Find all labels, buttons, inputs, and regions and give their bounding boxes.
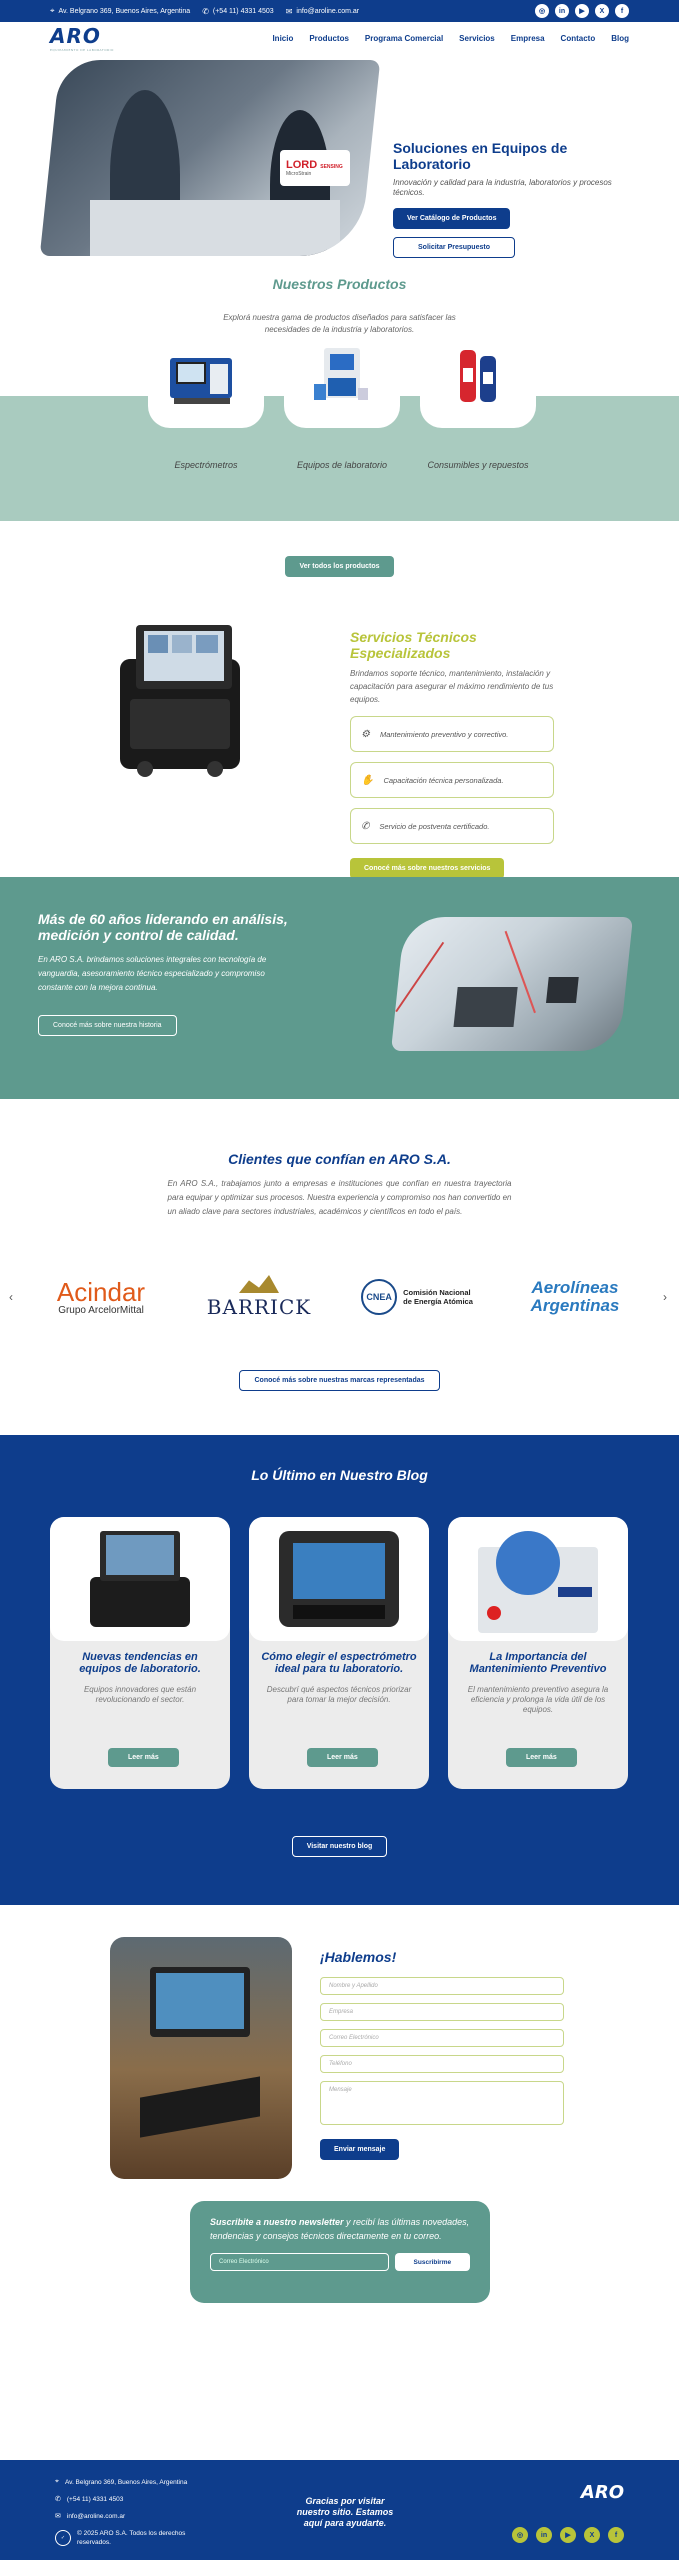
linkedin-icon[interactable]: in (536, 2527, 552, 2543)
mail-icon: ✉ (55, 2513, 61, 2520)
portable-case-image (100, 619, 260, 789)
footer-address: Av. Belgrano 369, Buenos Aires, Argentina (64, 2478, 188, 2486)
nav-item-servicios[interactable]: Servicios (459, 33, 495, 43)
topbar-address (50, 6, 190, 16)
service-item-label: Capacitación técnica personalizada. (383, 775, 504, 785)
blog-title: Lo Último en Nuestro Blog (251, 1467, 428, 1483)
brands-cta-row (0, 1369, 679, 1391)
blog-post-title[interactable]: Nuevas tendencias en equipos de laboratorio. (79, 1651, 201, 1675)
footer (0, 2460, 679, 2560)
x-icon[interactable]: X (595, 4, 609, 18)
certification-badge-icon: ✓ (55, 2530, 71, 2546)
handshake-icon: ✋ (361, 774, 374, 786)
mail-icon: ✉ (285, 6, 293, 16)
footer-tagline: Gracias por visitar nuestro sitio. Estamos aquí para ayudarte. (296, 2496, 394, 2528)
top-contact-bar (0, 0, 679, 22)
blog-section (0, 1435, 679, 1905)
contact-photo (110, 1937, 292, 2179)
service-item-label: Mantenimiento preventivo y correctivo. (379, 729, 509, 739)
name-field[interactable]: Nombre y Apellido (320, 1977, 564, 1995)
footer-contacts (55, 2478, 187, 2547)
blog-card (448, 1517, 628, 1789)
message-field[interactable]: Mensaje (320, 2081, 564, 2125)
send-message-button[interactable]: Enviar mensaje (320, 2139, 399, 2160)
footer-phone[interactable]: (+54 11) 4331 4503 (66, 2495, 124, 2503)
services-description: Brindamos soporte técnico, mantenimiento, instalación y capacitación para asegurar el máximo rendimiento de tus equipos. (350, 669, 554, 704)
visit-blog-button[interactable]: Visitar nuestro blog (292, 1836, 388, 1857)
barrick-mark-icon (239, 1275, 279, 1293)
blog-post-title[interactable]: Cómo elegir el espectrómetro ideal para tu laboratorio. (261, 1651, 417, 1675)
all-products-button[interactable]: Ver todos los productos (285, 556, 393, 577)
brands-button[interactable]: Conocé más sobre nuestras marcas representadas (239, 1370, 439, 1391)
product-labels (138, 460, 546, 470)
hero-subtitle: Innovación y calidad para la industria, laboratorios y procesos técnicos. (393, 178, 612, 197)
footer-logo[interactable]: ARO (580, 2482, 624, 2503)
clients-section (0, 1099, 679, 1435)
service-item-label: Servicio de postventa certificado. (379, 821, 490, 831)
blog-image-case (50, 1517, 230, 1641)
products-section (0, 274, 679, 521)
services-title: Servicios Técnicos Especializados (350, 629, 477, 661)
catalog-button[interactable]: Ver Catálogo de Productos (393, 208, 510, 229)
lord-brand-suffix: SENSING (320, 164, 343, 170)
product-label-consumables[interactable]: Consumibles y repuestos (427, 460, 529, 470)
consumables-image (438, 344, 518, 414)
history-title: Más de 60 años liderando en análisis, medición y control de calidad. (38, 911, 288, 943)
hero-title: Soluciones en Equipos de Laboratorio (393, 140, 568, 172)
x-icon[interactable]: X (584, 2527, 600, 2543)
blog-card (249, 1517, 429, 1789)
carousel-prev-icon[interactable]: ‹ (9, 1290, 13, 1304)
client-logos-carousel (0, 1269, 679, 1325)
blog-post-title[interactable]: La Importancia del Mantenimiento Preventivo (469, 1651, 607, 1675)
lord-brand: LORD (286, 159, 318, 171)
phone-icon: ✆ (55, 2496, 61, 2503)
newsletter-email-input[interactable]: Correo Electrónico (210, 2253, 389, 2271)
topbar-socials (529, 4, 629, 18)
phone-field[interactable]: Teléfono (320, 2055, 564, 2073)
blog-cards (50, 1517, 647, 1789)
logo-text[interactable]: ARO (50, 24, 101, 48)
acindar-name: Acindar (56, 1276, 146, 1307)
topbar-email-text[interactable]: info@aroline.com.ar (296, 7, 360, 15)
nav-item-inicio[interactable]: Inicio (272, 33, 294, 43)
service-item-postsale (350, 808, 554, 844)
quote-button[interactable]: Solicitar Presupuesto (393, 237, 515, 258)
logo-tagline: EQUIPAMIENTO DE LABORATORIO (50, 48, 114, 52)
read-more-button[interactable]: Leer más (506, 1748, 577, 1767)
lord-sub: MicroStrain (286, 171, 312, 177)
lab-workspace-photo (391, 917, 633, 1051)
product-card-spectrometers[interactable] (148, 354, 264, 428)
aro-logo[interactable] (50, 24, 114, 52)
logo-aerolineas (496, 1279, 654, 1315)
footer-copyright-2: reservados. (77, 2539, 111, 2546)
history-description: En ARO S.A. brindamos soluciones integrales con tecnología de vanguardia, asesoramiento técnico especializado y compromiso constante con la mejora continua. (38, 955, 267, 992)
company-field[interactable]: Empresa (320, 2003, 564, 2021)
contact-form (320, 1949, 564, 2160)
blog-image-spectrometer (249, 1517, 429, 1641)
newsletter-text (210, 2215, 470, 2243)
logo-acindar (22, 1276, 180, 1316)
aerolineas-text-2: Argentinas (530, 1296, 620, 1315)
cnea-text-2: de Energía Atómica (403, 1297, 473, 1306)
cnea-emblem-icon: CNEA (361, 1279, 397, 1315)
blog-cta-row (0, 1835, 679, 1857)
blog-post-excerpt: El mantenimiento preventivo asegura la eficiencia y prolonga la vida útil de los equipos. (467, 1685, 609, 1714)
services-button[interactable]: Conocé más sobre nuestros servicios (350, 858, 504, 879)
product-card-consumables[interactable] (420, 354, 536, 428)
products-cta-row (0, 521, 679, 577)
services-section (0, 577, 679, 877)
blog-post-excerpt: Equipos innovadores que están revolucionando el sector. (83, 1685, 197, 1704)
youtube-icon[interactable]: ▶ (560, 2527, 576, 2543)
email-field[interactable]: Correo Electrónico (320, 2029, 564, 2047)
history-section (0, 877, 679, 1099)
nav-item-productos[interactable]: Productos (309, 33, 349, 43)
spectrometer-image (166, 344, 246, 414)
products-description: Explorá nuestra gama de productos diseñados para satisfacer las necesidades de la industria y laboratorios. (223, 313, 456, 334)
clients-title: Clientes que confían en ARO S.A. (228, 1151, 451, 1167)
product-card-lab-equipment[interactable] (284, 354, 400, 428)
phone-icon: ✆ (202, 6, 209, 16)
nav-item-empresa[interactable]: Empresa (510, 33, 545, 43)
instagram-icon[interactable]: ◎ (535, 4, 549, 18)
topbar-address-text: Av. Belgrano 369, Buenos Aires, Argentina (58, 7, 191, 15)
history-button[interactable]: Conocé más sobre nuestra historia (38, 1015, 177, 1036)
logo-barrick (180, 1275, 338, 1319)
newsletter-box (190, 2201, 490, 2303)
barrick-name: BARRICK (206, 1295, 312, 1319)
instagram-icon[interactable]: ◎ (512, 2527, 528, 2543)
linkedin-icon[interactable]: in (555, 4, 569, 18)
subscribe-button[interactable]: Suscribirme (395, 2253, 470, 2271)
contact-title: ¡Hablemos! (320, 1949, 397, 1965)
product-label-lab-equipment[interactable]: Equipos de laboratorio (296, 460, 388, 470)
carousel-next-icon[interactable]: › (663, 1290, 667, 1304)
gear-icon: ⚙ (361, 728, 370, 740)
topbar-phone[interactable] (202, 7, 274, 16)
contact-section (0, 1905, 679, 2201)
main-nav (0, 22, 679, 54)
product-label-spectrometers[interactable]: Espectrómetros (174, 460, 238, 470)
nav-item-contacto[interactable]: Contacto (560, 33, 596, 43)
acindar-sub: Grupo ArcelorMittal (58, 1304, 144, 1316)
blog-image-maintenance (448, 1517, 628, 1641)
footer-socials (504, 2527, 624, 2543)
clients-description: En ARO S.A., trabajamos junto a empresas e instituciones que confían en nuestra trayectoria para equipar y optimizar sus procesos. Nuestra experiencia y compromiso nos han convertido en un aliado clave para sectores industriales, académicos y científicos en todo el país. (167, 1179, 512, 1216)
nav-menu (256, 34, 629, 43)
topbar-email[interactable] (286, 7, 359, 16)
footer-copyright-1: © 2025 ARO S.A. Todos los derechos (77, 2530, 186, 2537)
youtube-icon[interactable]: ▶ (575, 4, 589, 18)
aerolineas-text-1: Aerolíneas (531, 1278, 619, 1297)
blog-post-excerpt: Descubrí qué aspectos técnicos priorizar para tomar la mejor decisión. (266, 1685, 412, 1704)
topbar-phone-text[interactable]: (+54 11) 4331 4503 (212, 7, 274, 15)
footer-right (504, 2482, 624, 2543)
nav-item-blog[interactable]: Blog (611, 33, 629, 43)
service-item-training (350, 762, 554, 798)
footer-email[interactable]: info@aroline.com.ar (66, 2512, 126, 2520)
support-phone-icon: ✆ (361, 820, 370, 832)
location-icon: ⌖ (55, 2478, 59, 2485)
service-item-maintenance (350, 716, 554, 752)
read-more-button[interactable]: Leer más (108, 1748, 179, 1767)
blog-card (50, 1517, 230, 1789)
lab-equipment-image (302, 344, 382, 414)
facebook-icon[interactable]: f (615, 4, 629, 18)
location-icon: ⌖ (50, 6, 55, 15)
products-title: Nuestros Productos (272, 276, 407, 292)
read-more-button[interactable]: Leer más (307, 1748, 378, 1767)
services-text (350, 629, 560, 879)
nav-item-programa-comercial[interactable]: Programa Comercial (364, 33, 444, 43)
cnea-text-1: Comisión Nacional (403, 1288, 471, 1297)
newsletter-text-rest: y recibí las últimas novedades, tendencias y consejos técnicos directamente en tu correo. (210, 2217, 470, 2241)
newsletter-section (0, 2201, 679, 2333)
newsletter-text-bold: Suscribite a nuestro newsletter (210, 2217, 344, 2227)
facebook-icon[interactable]: f (608, 2527, 624, 2543)
product-cards (148, 354, 556, 428)
logo-cnea (338, 1279, 496, 1315)
history-text (38, 911, 288, 1036)
